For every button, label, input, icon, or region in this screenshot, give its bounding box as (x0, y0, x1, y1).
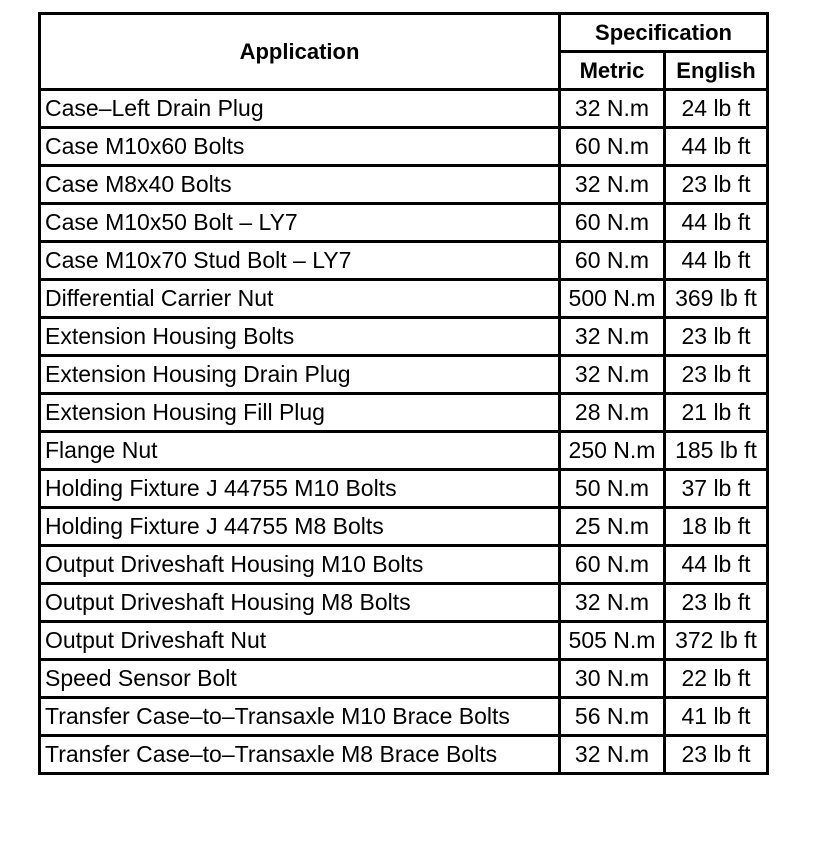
table-row (40, 736, 768, 774)
table-row (40, 546, 768, 584)
cell-metric: 32 N.m (560, 736, 665, 774)
cell-application: Output Driveshaft Housing M10 Bolts (40, 546, 560, 584)
header-row-top (40, 14, 768, 52)
cell-english: 41 lb ft (665, 698, 768, 736)
cell-metric: 56 N.m (560, 698, 665, 736)
torque-spec-table-frame (38, 12, 769, 775)
table-row (40, 356, 768, 394)
table-row (40, 280, 768, 318)
cell-metric: 60 N.m (560, 128, 665, 166)
cell-english: 18 lb ft (665, 508, 768, 546)
cell-application: Transfer Case–to–Transaxle M8 Brace Bolts (40, 736, 560, 774)
table-body (40, 90, 768, 774)
cell-application: Output Driveshaft Housing M8 Bolts (40, 584, 560, 622)
cell-application: Output Driveshaft Nut (40, 622, 560, 660)
table-row (40, 128, 768, 166)
table-row (40, 470, 768, 508)
cell-metric: 32 N.m (560, 318, 665, 356)
table-row (40, 242, 768, 280)
cell-english: 21 lb ft (665, 394, 768, 432)
cell-english: 23 lb ft (665, 166, 768, 204)
cell-metric: 32 N.m (560, 584, 665, 622)
cell-application: Flange Nut (40, 432, 560, 470)
cell-application: Extension Housing Drain Plug (40, 356, 560, 394)
table-row (40, 622, 768, 660)
cell-metric: 28 N.m (560, 394, 665, 432)
table-row (40, 432, 768, 470)
cell-application: Case M10x50 Bolt – LY7 (40, 204, 560, 242)
cell-metric: 60 N.m (560, 204, 665, 242)
cell-application: Holding Fixture J 44755 M8 Bolts (40, 508, 560, 546)
cell-metric: 505 N.m (560, 622, 665, 660)
cell-application: Case M10x70 Stud Bolt – LY7 (40, 242, 560, 280)
cell-application: Transfer Case–to–Transaxle M10 Brace Bolts (40, 698, 560, 736)
cell-metric: 60 N.m (560, 242, 665, 280)
table-row (40, 508, 768, 546)
cell-metric: 250 N.m (560, 432, 665, 470)
table-row (40, 90, 768, 128)
cell-metric: 25 N.m (560, 508, 665, 546)
cell-english: 44 lb ft (665, 546, 768, 584)
header-english: English (665, 52, 768, 90)
cell-english: 372 lb ft (665, 622, 768, 660)
cell-metric: 32 N.m (560, 166, 665, 204)
header-application: Application (40, 14, 560, 90)
table-row (40, 660, 768, 698)
cell-application: Extension Housing Bolts (40, 318, 560, 356)
cell-english: 185 lb ft (665, 432, 768, 470)
cell-application: Case M8x40 Bolts (40, 166, 560, 204)
cell-english: 23 lb ft (665, 318, 768, 356)
cell-metric: 32 N.m (560, 356, 665, 394)
cell-application: Speed Sensor Bolt (40, 660, 560, 698)
cell-application: Holding Fixture J 44755 M10 Bolts (40, 470, 560, 508)
table-row (40, 698, 768, 736)
cell-metric: 30 N.m (560, 660, 665, 698)
cell-application: Case–Left Drain Plug (40, 90, 560, 128)
cell-english: 23 lb ft (665, 584, 768, 622)
cell-application: Extension Housing Fill Plug (40, 394, 560, 432)
cell-metric: 60 N.m (560, 546, 665, 584)
cell-english: 369 lb ft (665, 280, 768, 318)
cell-english: 44 lb ft (665, 128, 768, 166)
torque-spec-table (38, 12, 769, 775)
table-row (40, 394, 768, 432)
cell-english: 37 lb ft (665, 470, 768, 508)
header-specification: Specification (560, 14, 768, 52)
cell-metric: 32 N.m (560, 90, 665, 128)
cell-english: 44 lb ft (665, 242, 768, 280)
table-row (40, 318, 768, 356)
cell-metric: 50 N.m (560, 470, 665, 508)
cell-application: Differential Carrier Nut (40, 280, 560, 318)
cell-application: Case M10x60 Bolts (40, 128, 560, 166)
table-row (40, 204, 768, 242)
table-row (40, 166, 768, 204)
cell-english: 23 lb ft (665, 356, 768, 394)
cell-metric: 500 N.m (560, 280, 665, 318)
cell-english: 23 lb ft (665, 736, 768, 774)
cell-english: 22 lb ft (665, 660, 768, 698)
cell-english: 44 lb ft (665, 204, 768, 242)
cell-english: 24 lb ft (665, 90, 768, 128)
table-row (40, 584, 768, 622)
header-metric: Metric (560, 52, 665, 90)
